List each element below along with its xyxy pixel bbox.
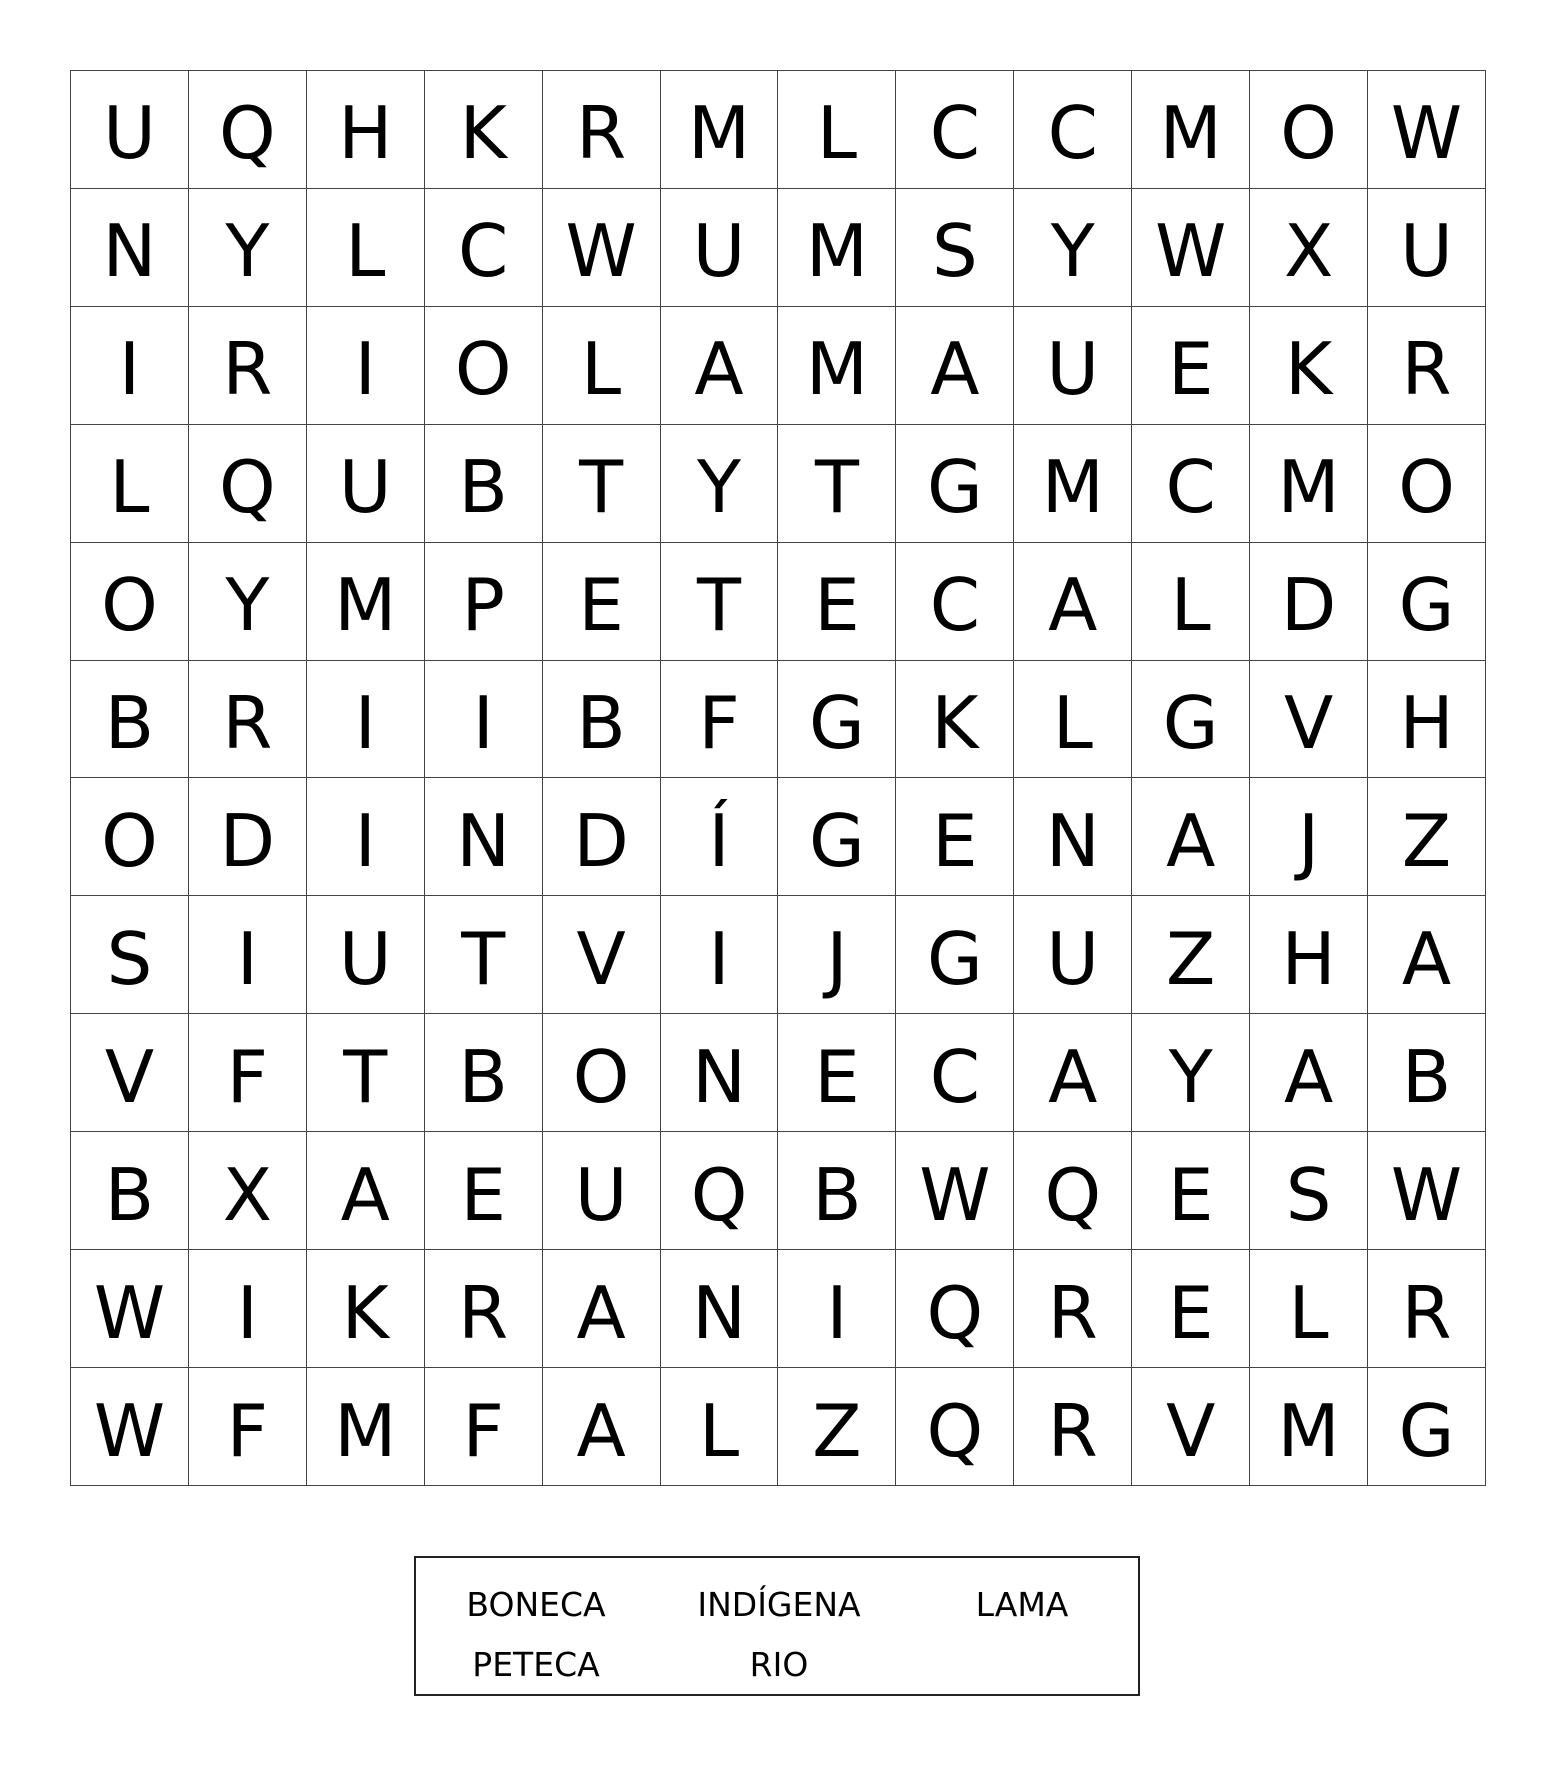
grid-cell[interactable]: G <box>896 896 1014 1014</box>
grid-cell[interactable]: S <box>1250 1132 1368 1250</box>
grid-cell[interactable]: G <box>778 661 896 779</box>
grid-cell[interactable]: R <box>425 1250 543 1368</box>
grid-cell[interactable]: E <box>1132 307 1250 425</box>
grid-cell[interactable]: T <box>307 1014 425 1132</box>
grid-cell[interactable]: M <box>307 543 425 661</box>
grid-cell[interactable]: U <box>71 71 189 189</box>
grid-cell[interactable]: C <box>896 71 1014 189</box>
grid-cell[interactable]: S <box>896 189 1014 307</box>
grid-cell[interactable]: I <box>71 307 189 425</box>
grid-cell[interactable]: C <box>896 543 1014 661</box>
grid-cell[interactable]: C <box>1014 71 1132 189</box>
grid-cell[interactable]: T <box>778 425 896 543</box>
grid-cell[interactable]: W <box>1132 189 1250 307</box>
grid-cell[interactable]: G <box>1368 1368 1486 1486</box>
grid-cell[interactable]: Q <box>189 425 307 543</box>
grid-cell[interactable]: I <box>778 1250 896 1368</box>
grid-cell[interactable]: K <box>425 71 543 189</box>
grid-cell[interactable]: I <box>189 896 307 1014</box>
grid-cell[interactable]: V <box>543 896 661 1014</box>
grid-cell[interactable]: Q <box>1014 1132 1132 1250</box>
grid-cell[interactable]: E <box>1132 1250 1250 1368</box>
grid-cell[interactable]: M <box>778 189 896 307</box>
grid-cell[interactable]: M <box>1250 1368 1368 1486</box>
grid-cell[interactable]: H <box>1250 896 1368 1014</box>
grid-cell[interactable]: J <box>1250 778 1368 896</box>
grid-cell[interactable]: Y <box>189 543 307 661</box>
grid-cell[interactable]: Y <box>1014 189 1132 307</box>
grid-cell[interactable]: U <box>1368 189 1486 307</box>
grid-cell[interactable]: Q <box>661 1132 779 1250</box>
word-bank-item-indigena: INDÍGENA <box>697 1585 861 1624</box>
grid-cell[interactable]: N <box>425 778 543 896</box>
grid-cell[interactable]: I <box>307 307 425 425</box>
grid-cell[interactable]: T <box>425 896 543 1014</box>
grid-cell[interactable]: V <box>1250 661 1368 779</box>
grid-cell[interactable]: A <box>896 307 1014 425</box>
grid-cell[interactable]: O <box>1368 425 1486 543</box>
grid-cell[interactable]: M <box>1250 425 1368 543</box>
grid-cell[interactable]: N <box>71 189 189 307</box>
grid-cell[interactable]: K <box>1250 307 1368 425</box>
grid-cell[interactable]: E <box>896 778 1014 896</box>
grid-cell[interactable]: L <box>1250 1250 1368 1368</box>
grid-cell[interactable]: R <box>189 661 307 779</box>
grid-cell[interactable]: F <box>425 1368 543 1486</box>
grid-cell[interactable]: W <box>71 1368 189 1486</box>
grid-cell[interactable]: F <box>189 1014 307 1132</box>
grid-cell[interactable]: H <box>307 71 425 189</box>
grid-cell[interactable]: A <box>1132 778 1250 896</box>
grid-cell[interactable]: U <box>1014 896 1132 1014</box>
grid-cell[interactable]: L <box>778 71 896 189</box>
grid-cell[interactable]: I <box>189 1250 307 1368</box>
grid-cell[interactable]: I <box>661 896 779 1014</box>
grid-cell[interactable]: A <box>543 1368 661 1486</box>
grid-cell[interactable]: B <box>543 661 661 779</box>
grid-cell[interactable]: U <box>307 425 425 543</box>
grid-cell[interactable]: Y <box>189 189 307 307</box>
grid-cell[interactable]: M <box>1014 425 1132 543</box>
grid-cell[interactable]: B <box>71 1132 189 1250</box>
grid-cell[interactable]: A <box>1250 1014 1368 1132</box>
grid-cell[interactable]: C <box>425 189 543 307</box>
grid-cell[interactable]: K <box>896 661 1014 779</box>
grid-cell[interactable]: T <box>543 425 661 543</box>
grid-cell[interactable]: A <box>1014 543 1132 661</box>
grid-cell[interactable]: A <box>1368 896 1486 1014</box>
grid-cell[interactable]: H <box>1368 661 1486 779</box>
grid-cell[interactable]: B <box>778 1132 896 1250</box>
grid-cell[interactable]: D <box>1250 543 1368 661</box>
grid-cell[interactable]: R <box>189 307 307 425</box>
grid-cell[interactable]: R <box>1368 1250 1486 1368</box>
grid-cell[interactable]: G <box>778 778 896 896</box>
grid-cell[interactable]: L <box>1132 543 1250 661</box>
grid-cell[interactable]: Q <box>896 1250 1014 1368</box>
grid-cell[interactable]: Q <box>896 1368 1014 1486</box>
grid-cell[interactable]: E <box>543 543 661 661</box>
grid-cell[interactable]: M <box>661 71 779 189</box>
grid-cell[interactable]: W <box>1368 1132 1486 1250</box>
grid-cell[interactable]: I <box>307 778 425 896</box>
grid-cell[interactable]: D <box>543 778 661 896</box>
grid-cell[interactable]: C <box>896 1014 1014 1132</box>
grid-cell[interactable]: O <box>1250 71 1368 189</box>
grid-cell[interactable]: I <box>307 661 425 779</box>
grid-cell[interactable]: F <box>189 1368 307 1486</box>
grid-cell[interactable]: P <box>425 543 543 661</box>
word-bank-item-rio: RIO <box>749 1645 809 1684</box>
grid-cell[interactable]: E <box>425 1132 543 1250</box>
grid-cell[interactable]: L <box>71 425 189 543</box>
grid-cell[interactable]: B <box>1368 1014 1486 1132</box>
grid-cell[interactable]: L <box>307 189 425 307</box>
grid-cell[interactable]: R <box>1014 1368 1132 1486</box>
grid-cell[interactable]: D <box>189 778 307 896</box>
grid-cell[interactable]: Q <box>189 71 307 189</box>
grid-cell[interactable]: A <box>307 1132 425 1250</box>
grid-cell[interactable]: T <box>661 543 779 661</box>
word-bank-item-peteca: PETECA <box>472 1645 600 1684</box>
grid-cell[interactable]: Z <box>1132 896 1250 1014</box>
grid-cell[interactable]: U <box>1014 307 1132 425</box>
grid-cell[interactable]: X <box>1250 189 1368 307</box>
grid-cell[interactable]: E <box>778 543 896 661</box>
grid-cell[interactable]: N <box>1014 778 1132 896</box>
grid-cell[interactable]: O <box>543 1014 661 1132</box>
grid-cell[interactable]: R <box>1368 307 1486 425</box>
grid-cell[interactable]: I <box>425 661 543 779</box>
grid-cell[interactable]: L <box>661 1368 779 1486</box>
grid-cell[interactable]: Y <box>661 425 779 543</box>
grid-cell[interactable]: W <box>1368 71 1486 189</box>
grid-cell[interactable]: U <box>543 1132 661 1250</box>
grid-cell[interactable]: M <box>778 307 896 425</box>
grid-cell[interactable]: O <box>425 307 543 425</box>
grid-cell[interactable]: A <box>661 307 779 425</box>
grid-cell[interactable]: V <box>1132 1368 1250 1486</box>
grid-cell[interactable]: X <box>189 1132 307 1250</box>
grid-cell[interactable]: C <box>1132 425 1250 543</box>
grid-cell[interactable]: G <box>896 425 1014 543</box>
grid-cell[interactable]: R <box>1014 1250 1132 1368</box>
grid-cell[interactable]: W <box>543 189 661 307</box>
grid-cell[interactable]: O <box>71 543 189 661</box>
grid-cell[interactable]: G <box>1132 661 1250 779</box>
grid-cell[interactable]: G <box>1368 543 1486 661</box>
grid-cell[interactable]: F <box>661 661 779 779</box>
grid-cell[interactable]: W <box>71 1250 189 1368</box>
grid-cell[interactable]: O <box>71 778 189 896</box>
word-search-grid <box>70 70 1486 1486</box>
word-bank <box>414 1556 1140 1696</box>
grid-cell[interactable]: V <box>71 1014 189 1132</box>
grid-cell[interactable]: B <box>71 661 189 779</box>
grid-cell[interactable]: L <box>1014 661 1132 779</box>
grid-cell[interactable]: B <box>425 1014 543 1132</box>
grid-cell[interactable]: E <box>1132 1132 1250 1250</box>
grid-cell[interactable]: B <box>425 425 543 543</box>
grid-cell[interactable]: Z <box>1368 778 1486 896</box>
word-bank-item-boneca: BONECA <box>466 1585 606 1624</box>
grid-cell[interactable]: A <box>1014 1014 1132 1132</box>
grid-cell[interactable]: N <box>661 1250 779 1368</box>
grid-cell[interactable]: M <box>1132 71 1250 189</box>
grid-cell[interactable]: K <box>307 1250 425 1368</box>
grid-cell[interactable]: R <box>543 71 661 189</box>
word-bank-item-lama: LAMA <box>975 1585 1069 1624</box>
grid-cell[interactable]: L <box>543 307 661 425</box>
grid-cell[interactable]: M <box>307 1368 425 1486</box>
grid-cell[interactable]: A <box>543 1250 661 1368</box>
grid-cell[interactable]: Z <box>778 1368 896 1486</box>
grid-cell[interactable]: S <box>71 896 189 1014</box>
grid-cell[interactable]: Y <box>1132 1014 1250 1132</box>
grid-cell[interactable]: N <box>661 1014 779 1132</box>
grid-cell[interactable]: U <box>307 896 425 1014</box>
grid-cell[interactable]: W <box>896 1132 1014 1250</box>
grid-cell[interactable]: J <box>778 896 896 1014</box>
grid-cell[interactable]: U <box>661 189 779 307</box>
grid-cell[interactable]: Í <box>661 778 779 896</box>
grid-cell[interactable]: E <box>778 1014 896 1132</box>
